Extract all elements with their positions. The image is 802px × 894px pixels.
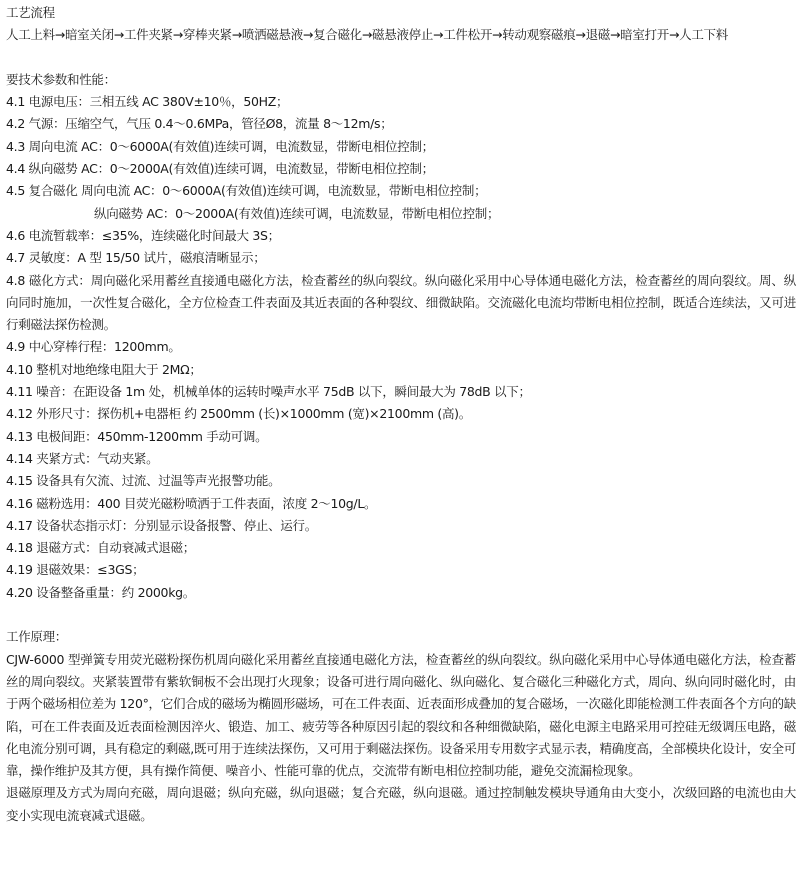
spec-4-5-longitudinal: 纵向磁势 AC：0～2000A(有效值)连续可调，电流数显，带断电相位控制； — [94, 205, 500, 221]
specs-title: 要技术参数和性能： — [6, 71, 116, 87]
spec-4-19: 4.19 退磁效果：≤3GS； — [6, 562, 145, 578]
process-flow: 人工上料→暗室关闭→工件夹紧→穿棒夹紧→喷洒磁悬液→复合磁化→磁悬液停止→工件松开→转动观察磁痕→退磁→暗室打开→人工下料 — [6, 27, 728, 43]
spec-4-2: 4.2 气源：压缩空气，气压 0.4～0.6MPa，管径Ø8，流量 8～12m/s； — [6, 116, 393, 132]
spec-4-12: 4.12 外形尺寸：探伤机+电器柜 约 2500mm (长)×1000mm (宽)×2100mm (高)。 — [6, 406, 471, 422]
spec-4-16: 4.16 磁粉选用：400 目荧光磁粉喷洒于工件表面，浓度 2～10g/L。 — [6, 495, 377, 511]
spec-4-13: 4.13 电极间距：450mm-1200mm 手动可调。 — [6, 428, 268, 444]
spec-4-18: 4.18 退磁方式：自动衰减式退磁； — [6, 540, 195, 556]
spec-4-5-circumferential: 4.5 复合磁化 周向电流 AC：0～6000A(有效值)连续可调，电流数显，带断电相位控制； — [6, 183, 487, 199]
process-title: 工艺流程 — [6, 5, 55, 20]
spec-4-11: 4.11 噪音：在距设备 1m 处，机械单体的运转时噪声水平 75dB 以下，瞬间最大为 78dB 以下； — [6, 384, 531, 400]
spacer — [6, 604, 796, 626]
principle-paragraph: CJW-6000 型弹簧专用荧光磁粉探伤机周向磁化采用蓄丝直接通电磁化方法，检查蓄丝的纵向裂纹。纵向磁化采用中心导体通电磁化方法，检查蓄丝的周向裂纹。夹紧装置带有紫软铜板不会出现打火现象；设备可进行周向磁化、纵向磁化、复合磁化三种磁化方式，周向、纵向同时磁化时，由于两个磁场相位差为 120°，它们合成的磁场为椭圆形磁场，可在工件表面、近表面形成叠加的复合磁场，一次磁化即能检测工件表面各个方向的缺陷，可在工件表面及近表面检测因淬火、锻造、加工、疲劳等各种原因引起的裂纹和各种细微缺陷，磁化电源主电路采用可控硅无级调压电路，磁化电流分别可调，具有稳定的剩磁,既可用于连续法探伤，又可用于剩磁法探伤。设备采用专用数字式显示表，精确度高，全部模块化设计，安全可靠，操作维护及其方便，具有操作简便、噪音小、性能可靠的优点，交流带有断电相位控制功能，避免交流漏检现象。 — [6, 651, 796, 779]
spec-4-20: 4.20 设备整备重量：约 2000kg。 — [6, 584, 195, 600]
spec-4-4: 4.4 纵向磁势 AC：0～2000A(有效值)连续可调，电流数显，带断电相位控制； — [6, 161, 434, 177]
spec-4-10: 4.10 整机对地绝缘电阻大于 2MΩ； — [6, 361, 202, 377]
spec-4-8: 4.8 磁化方式：周向磁化采用蓄丝直接通电磁化方法，检查蓄丝的纵向裂纹。纵向磁化采用中心导体通电磁化方法，检查蓄丝的周向裂纹。周、纵向同时施加，一次性复合磁化，全方位检查工件表面及其近表面的各种裂纹、细微缺陷。交流磁化电流均带断电相位控制，既适合连续法，又可进行剩磁法探伤检测。 — [6, 272, 796, 333]
spec-4-14: 4.14 夹紧方式：气动夹紧。 — [6, 450, 159, 466]
spec-4-3: 4.3 周向电流 AC：0～6000A(有效值)连续可调，电流数显，带断电相位控制； — [6, 138, 434, 154]
spec-4-7: 4.7 灵敏度：A 型 15/50 试片，磁痕清晰显示； — [6, 250, 266, 266]
demagnetization-paragraph: 退磁原理及方式为周向充磁，周向退磁；纵向充磁，纵向退磁；复合充磁，纵向退磁。通过控制触发模块导通角由大变小，次级回路的电流也由大变小实现电流衰减式退磁。 — [6, 785, 796, 823]
spacer — [6, 47, 796, 69]
spec-4-15: 4.15 设备具有欠流、过流、过温等声光报警功能。 — [6, 473, 281, 489]
spec-4-6: 4.6 电流暂载率：≤35%，连续磁化时间最大 3S； — [6, 227, 280, 243]
spec-4-1: 4.1 电源电压：三相五线 AC 380V±10％，50HZ； — [6, 94, 289, 110]
spec-4-17: 4.17 设备状态指示灯：分别显示设备报警、停止、运行。 — [6, 517, 317, 533]
principle-title: 工作原理： — [6, 629, 68, 645]
spec-4-9: 4.9 中心穿棒行程：1200mm。 — [6, 339, 181, 355]
